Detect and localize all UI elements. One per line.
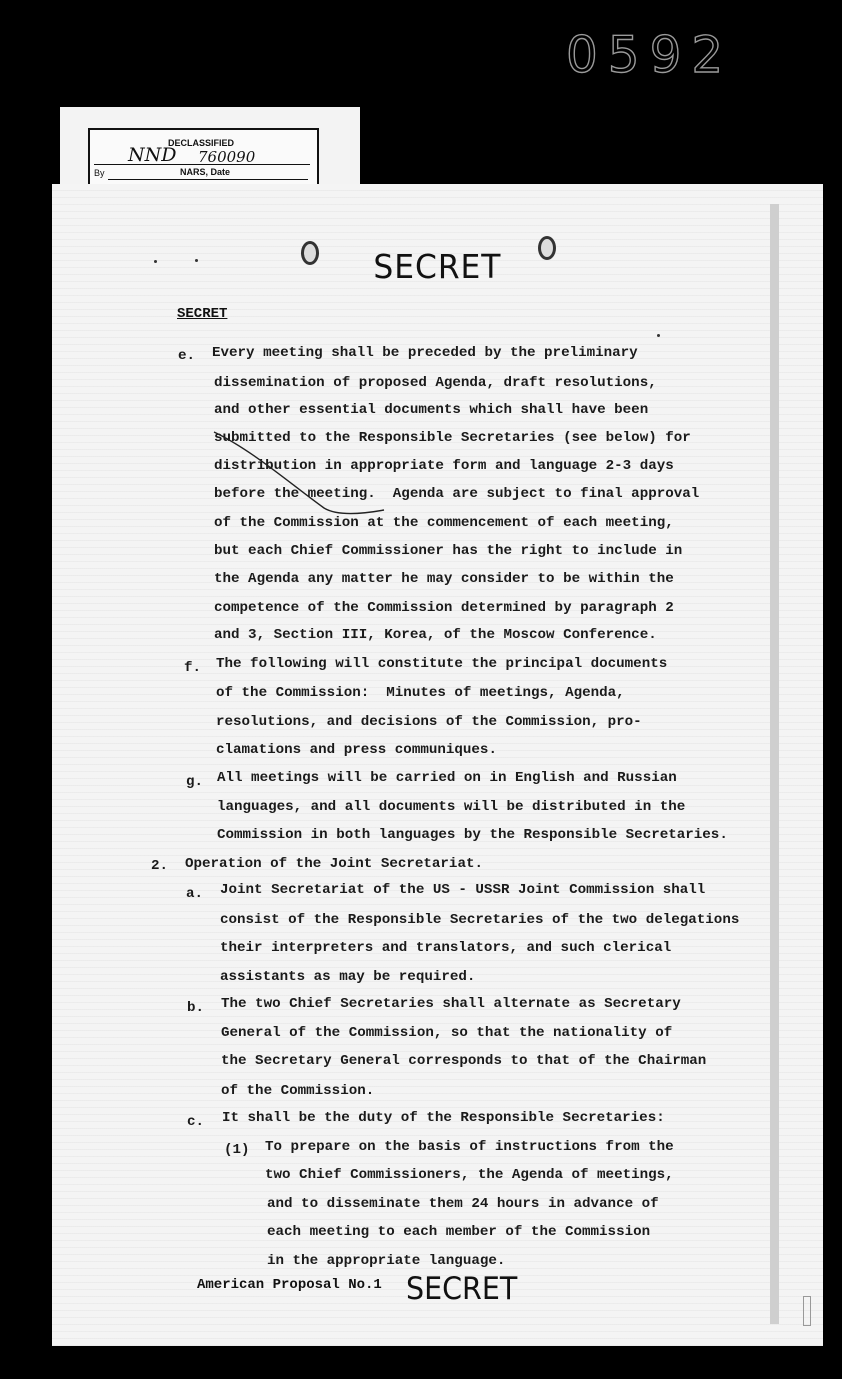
item-e-line: distribution in appropriate form and language 2-3 days	[214, 458, 674, 474]
classification-stamp-top: SECRET	[373, 247, 502, 286]
item-a-line: their interpreters and translators, and such clerical	[220, 940, 672, 956]
pen-stroke-annotation	[212, 430, 392, 520]
item-label-c: c.	[187, 1114, 205, 1130]
page-heading: SECRET	[177, 306, 228, 322]
item-b-line: the Secretary General corresponds to that of the Chairman	[221, 1053, 707, 1069]
item-label-e: e.	[178, 348, 196, 364]
stamp-title: DECLASSIFIED	[168, 138, 235, 148]
punch-hole-right	[538, 236, 556, 260]
punch-hole-left	[301, 241, 319, 265]
sub-item-1-line: in the appropriate language.	[267, 1253, 506, 1269]
item-label-b: b.	[187, 1000, 205, 1016]
item-e-line: the Agenda any matter he may consider to be within the	[214, 571, 674, 587]
section-2-number: 2.	[151, 858, 169, 874]
item-label-f: f.	[184, 660, 202, 676]
frame-number: 0592	[566, 26, 734, 84]
item-e-line: but each Chief Commissioner has the right to include in	[214, 543, 683, 559]
item-a-line: consist of the Responsible Secretaries of the two delegations	[220, 912, 740, 928]
item-b-line: General of the Commission, so that the nationality of	[221, 1025, 673, 1041]
item-f-line: resolutions, and decisions of the Commission, pro-	[216, 714, 642, 730]
item-f-line: The following will constitute the principal documents	[216, 656, 668, 672]
item-a-line: Joint Secretariat of the US - USSR Joint Commission shall	[220, 882, 706, 898]
item-e-line: dissemination of proposed Agenda, draft resolutions,	[214, 375, 657, 391]
speck	[657, 334, 660, 337]
declassification-stamp	[88, 128, 319, 188]
item-e-line: submitted to the Responsible Secretaries (see below) for	[214, 430, 691, 446]
stamp-by-label: By	[94, 168, 105, 178]
item-g-line: languages, and all documents will be distributed in the	[217, 799, 686, 815]
item-f-line: of the Commission: Minutes of meetings, Agenda,	[216, 685, 625, 701]
item-c-line: It shall be the duty of the Responsible Secretaries:	[222, 1110, 665, 1126]
speck	[154, 260, 157, 263]
sub-item-1-line: each meeting to each member of the Commission	[267, 1224, 651, 1240]
footer-proposal: American Proposal No.1	[197, 1277, 382, 1293]
item-a-line: assistants as may be required.	[220, 969, 476, 985]
item-f-line: clamations and press communiques.	[216, 742, 497, 758]
item-e-line: and 3, Section III, Korea, of the Moscow Conference.	[214, 627, 657, 643]
stamp-rule-2	[108, 179, 308, 180]
corner-mark	[803, 1296, 811, 1326]
item-label-a: a.	[186, 886, 204, 902]
item-e-line: competence of the Commission determined by paragraph 2	[214, 600, 674, 616]
sub-item-1-line: two Chief Commissioners, the Agenda of meetings,	[265, 1167, 674, 1183]
stamp-rule	[94, 164, 310, 165]
speck	[195, 259, 198, 262]
item-b-line: of the Commission.	[221, 1083, 375, 1099]
item-g-line: Commission in both languages by the Responsible Secretaries.	[217, 827, 728, 843]
item-g-line: All meetings will be carried on in English and Russian	[217, 770, 677, 786]
stamp-number: 760090	[198, 148, 256, 166]
sub-item-1-line: To prepare on the basis of instructions from the	[265, 1139, 674, 1155]
classification-stamp-bottom: SECRET	[406, 1271, 518, 1307]
stamp-nars-date-label: NARS, Date	[180, 167, 231, 177]
item-label-g: g.	[186, 774, 204, 790]
section-2-title: Operation of the Joint Secretariat.	[185, 856, 483, 872]
stamp-authority: NND	[128, 144, 177, 166]
sub-item-1-line: and to disseminate them 24 hours in advance of	[267, 1196, 659, 1212]
item-e-line: and other essential documents which shall have been	[214, 402, 649, 418]
item-e-line: of the Commission at the commencement of each meeting,	[214, 515, 674, 531]
sub-item-label-1: (1)	[224, 1142, 250, 1158]
item-e-line: Every meeting shall be preceded by the preliminary	[212, 345, 638, 361]
item-b-line: The two Chief Secretaries shall alternate as Secretary	[221, 996, 681, 1012]
page-edge	[770, 204, 779, 1324]
item-e-line: before the meeting. Agenda are subject to final approval	[214, 486, 700, 502]
